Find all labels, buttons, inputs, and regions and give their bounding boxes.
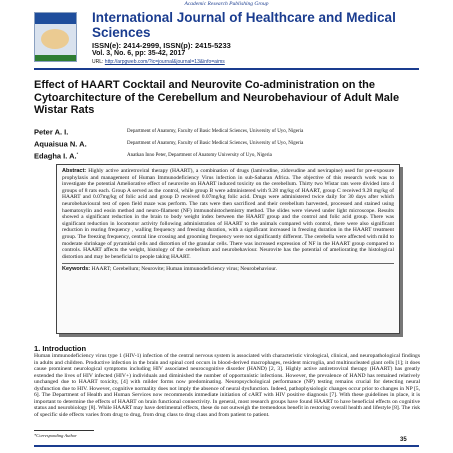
introduction-text: Human immunodeficiency virus type 1 (HIV-1) infection of the central nervous system is associated with characteristic virological, clinical, and neuropathological findings in adults and children. Productive infection in the brain and spinal cord occurs in blood-derived macrophages, resident microglia, and multinucleated giant cells [1]; it does cause prominent neurological symptoms including HIV associated neurocognitive disorder (HAND) [2, 3]. Highly active antiretroviral therapy (HAART) has greatly extended the lives of HIV infected (HIV+) individuals and diminished the number of opportunistic infections. However, the prevalence of HAND has remained relatively unchanged due to HAART toxicity, [4] with milder forms now predominating. Neuropsychological performance (NP) testing remains crucial for detecting neural dysfunction due to HIV. However, cognitive normality does not imply the absence of neural dysfunction. Indeed, pathophysiologic changes occur prior to changes in NP [5, 6]. The Department of Health and Human Services now recommends immediate initiation of cART with HIV positive diagnosis [7]. With these guidelines in place, it is important to determine the effects of HAART on brain functional connectivity. In general, most research groups have found HAART to have beneficial effects on cognitive status and neurobiology [8]. While HAART may have detrimental effects, these do not outweigh the tremendous benefit in restoring overall health and lifestyle [8]. The risk of specific side effects varies from drug to drug, from drug class to drug class and from patient to patient. xyxy=(34,353,420,418)
journal-title: International Journal of Healthcare and Medical Sciences xyxy=(92,10,396,40)
abstract-text: Highly active antiretroviral therapy (HAART), a combination of drugs (lamivudine, zidovudine and nevirapine) used for pre-exposure prophylaxis and management of Human Immunodeficiency Virus infection in sub-Saharan Africa. The objective of this research work was to investigate the potential Ameliorative effect of neurovite on HAART induced toxicity on the cerebellum. Thirty two Wistar rats were divided into 4 groups of 8 rats each. Group A served as the control, while group B were administered with 9.28 mg/kg of HAART, group C received 9.28 mg/kg of HAART and 0.07mg/kg of folic acid and group D received 0.07mg/kg folic acid. Drugs were administered twice daily for 30 days after which neurobehavioural test of open field maze was perform. The rats were then sacrificed and their cerebellum harvested, processed and stained using haematoxylin and eosin method and neuro-filament (NF) immunohistochemistry method. The slides were viewed under light microscope. Results showed a significant reduction in the brain to body weight index between the HAART group and the control and folic acid group. There was significant reduction in locomotor activity following administration of HAART to the animals compared with control, there were also significant reduction in rearing frequency , walling frequency and freezing duration, with a significant increased in freezing duration in the HAART treatment group. The freezing frequency, central line crossing and grooming frequency were not significantly different. The cerebella were affected with mild to moderate shrinkage of pyramidal cells and distortion of the granular cells. There was increased expression of NF in the HAART group compared to controls. HAART affects the weight, histology of the cerebellum and neurobehaviour. Neurovite has the potential of ameliorating the histological distortion and may be beneficial to people taking HAART. xyxy=(62,168,395,260)
page-number: 35 xyxy=(400,437,407,443)
author-name: Aquaisua N. A. xyxy=(34,139,87,149)
article-title: Effect of HAART Cocktail and Neurovite Co-administration on the Cytoarchitecture of the Cerebellum and Neurobehaviour of Adult Male Wistar Rats xyxy=(34,79,400,117)
author-name: Peter A. I. xyxy=(34,127,69,137)
author-affiliation: Department of Anatomy, Faculty of Basic Medical Sciences, University of Uyo, Nigeria xyxy=(127,129,304,134)
introduction-heading: 1. Introduction xyxy=(34,344,87,353)
abstract-paragraph xyxy=(62,168,394,260)
header-rule xyxy=(34,68,419,70)
author-name: Edagha I. A.* xyxy=(34,151,79,161)
journal-url-line xyxy=(92,59,225,65)
journal-issn: ISSN(e): 2414-2999, ISSN(p): 2415-5233 xyxy=(92,41,231,50)
keywords-text: HAART; Cerebellum; Neurovite; Human immunodeficiency virus; Neurobehaviour. xyxy=(91,266,278,273)
author-affiliation: Anatkan Inno Peter, Department of Anatomy University of Uyo, Nigeria xyxy=(127,153,272,158)
corresponding-author-note: *Corresponding Author xyxy=(34,433,77,438)
publisher-line: Academic Research Publishing Group xyxy=(184,1,269,7)
footer-rule xyxy=(34,445,419,447)
url-label: URL: xyxy=(92,59,104,65)
journal-volume: Vol. 3, No. 6, pp: 35-42, 2017 xyxy=(92,50,186,57)
keywords-line xyxy=(62,263,394,273)
keywords-label: Keywords: xyxy=(62,266,91,273)
abstract-box xyxy=(56,164,400,334)
author-affiliation: Department of Anatomy, Faculty of Basic Medical Sciences, University of Uyo, Nigeria xyxy=(127,141,304,146)
journal-cover-thumbnail xyxy=(34,12,77,62)
journal-url-link[interactable]: http://arpgweb.com/?ic=journal&journal=13&info=aims xyxy=(104,59,225,65)
footnote-divider xyxy=(34,430,94,431)
abstract-label: Abstract: xyxy=(62,168,87,174)
